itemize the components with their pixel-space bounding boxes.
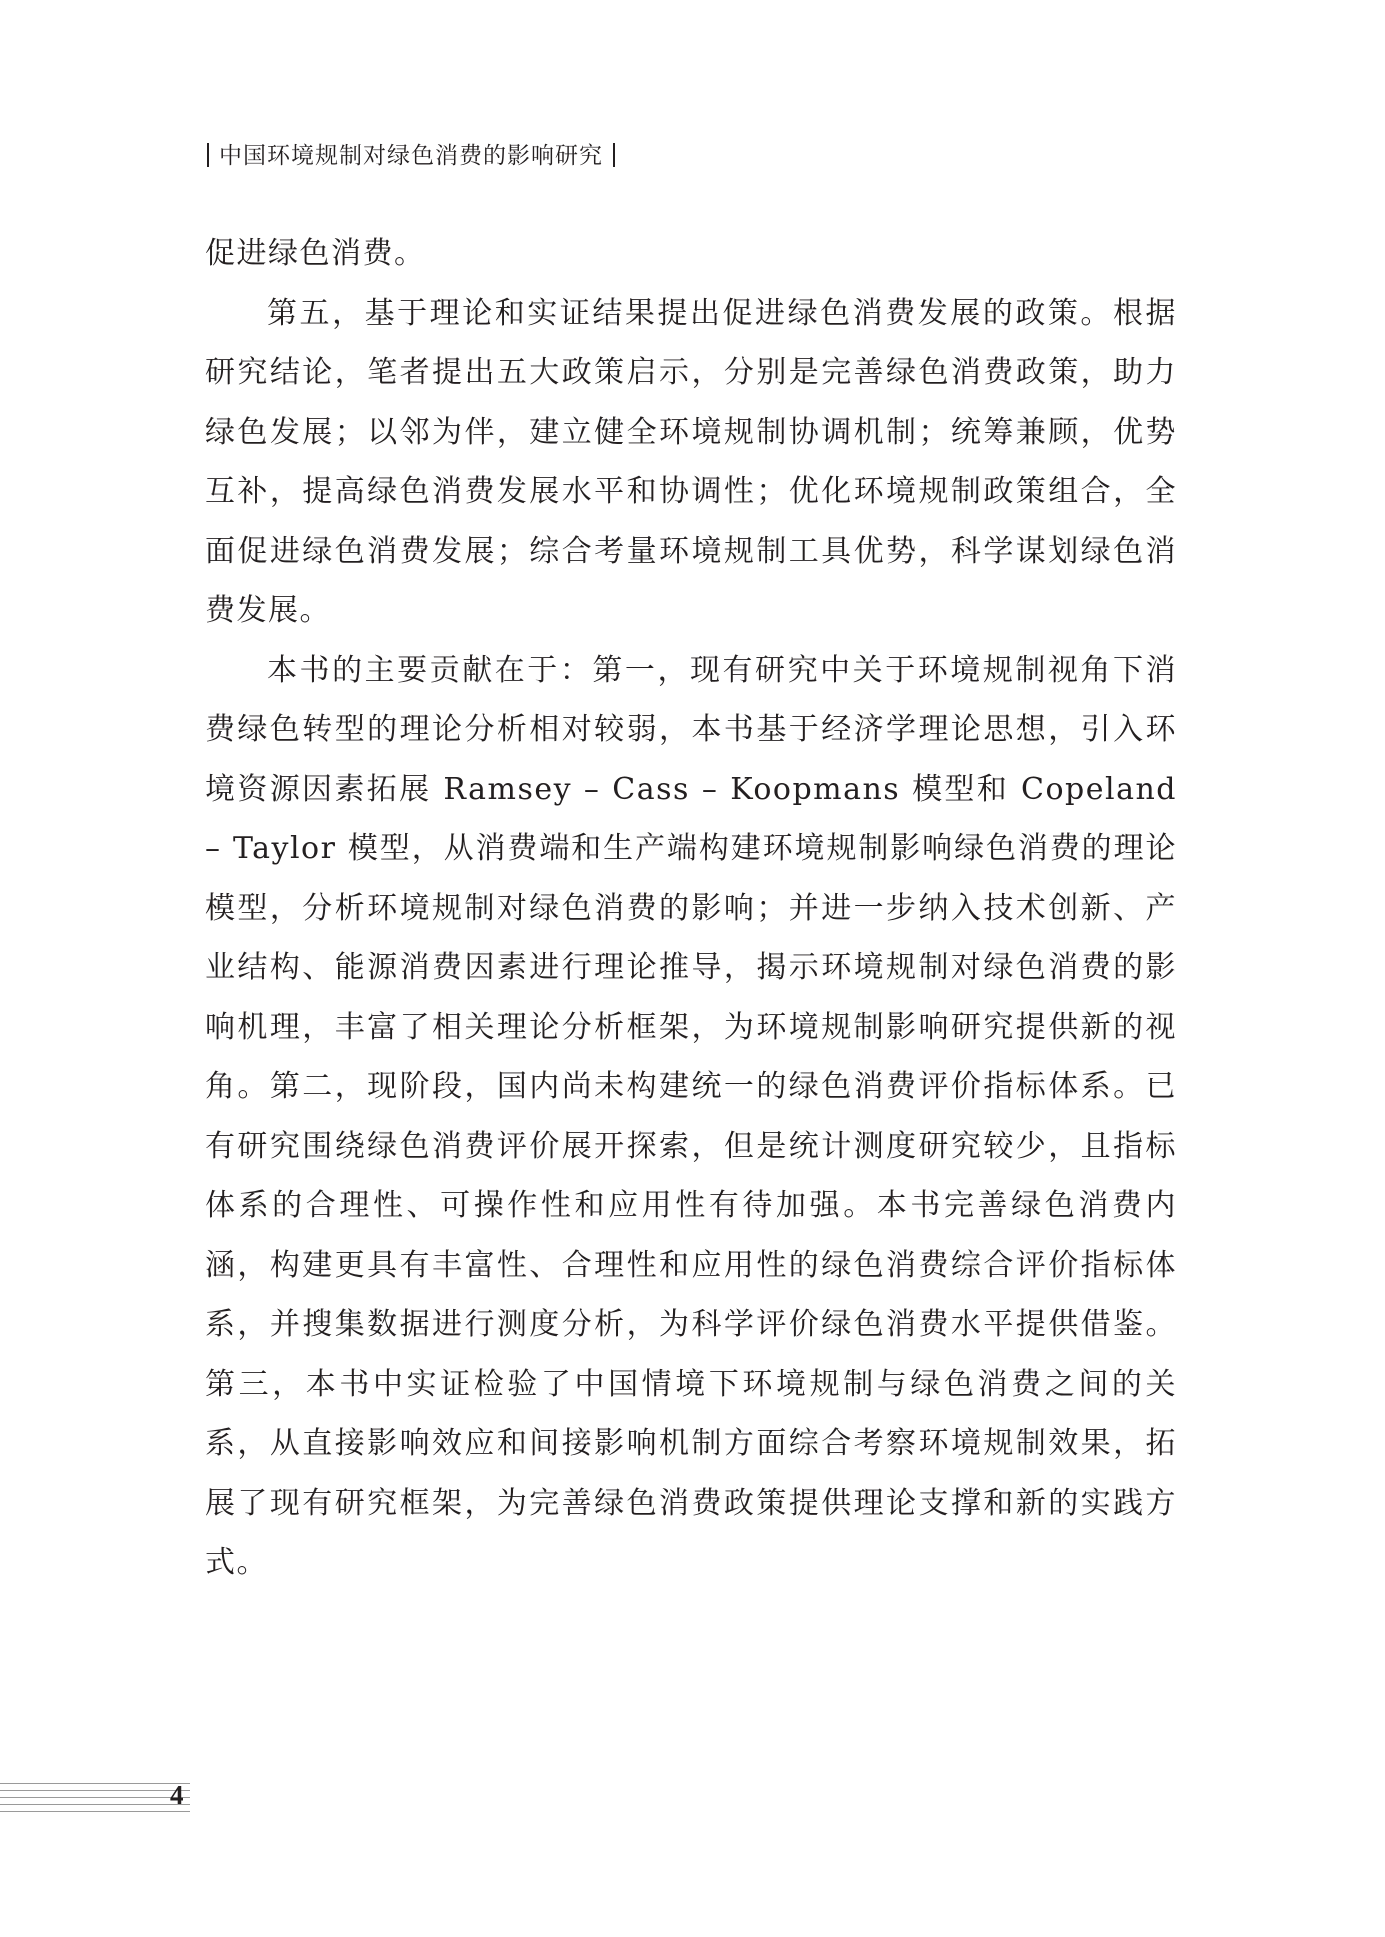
running-title: 中国环境规制对绿色消费的影响研究 [219,143,603,169]
footer-rule-line [0,1811,190,1812]
paragraph-main-contributions: 本书的主要贡献在于：第一，现有研究中关于环境规制视角下消费绿色转型的理论分析相对较弱，本书基于经济学理论思想，引入环境资源因素拓展 Ramsey – Cass – Koopmans 模型和 Copeland – Taylor 模型，从消费端和生产端构建环境规制影响绿色消费的理论模型，分析环境规制对绿色消费的影响；并进一步纳入技术创新、产业结构、能源消费因素进行理论推导，揭示环境规制对绿色消费的影响机理，丰富了相关理论分析框架，为环境规制影响研究提供新的视角。第二，现阶段，国内尚未构建统一的绿色消费评价指标体系。已有研究围绕绿色消费评价展开探索，但是统计测度研究较少，且指标体系的合理性、可操作性和应用性有待加强。本书完善绿色消费内涵，构建更具有丰富性、合理性和应用性的绿色消费综合评价指标体系，并搜集数据进行测度分析，为科学评价绿色消费水平提供借鉴。第三，本书中实证检验了中国情境下环境规制与绿色消费之间的关系，从直接影响效应和间接影响机制方面综合考察环境规制效果，拓展了现有研究框架，为完善绿色消费政策提供理论支撑和新的实践方式。 [205,652,1177,1580]
footer-rule-line [0,1797,190,1798]
header-divider-right [613,143,615,167]
footer-rule-line [0,1790,190,1791]
header-divider-left [207,143,209,167]
footer-rule [0,1783,190,1818]
running-header [207,140,615,172]
body-text [205,224,1177,1593]
footer-rule-line [0,1783,190,1784]
paragraph-continuation: 促进绿色消费。 [205,236,426,271]
paragraph-policy-recommendations: 第五，基于理论和实证结果提出促进绿色消费发展的政策。根据研究结论，笔者提出五大政策启示，分别是完善绿色消费政策，助力绿色发展；以邻为伴，建立健全环境规制协调机制；统筹兼顾，优势互补，提高绿色消费发展水平和协调性；优化环境规制政策组合，全面促进绿色消费发展；综合考量环境规制工具优势，科学谋划绿色消费发展。 [205,295,1177,628]
footer-rule-line [0,1804,190,1805]
page-number: 4 [170,1780,184,1810]
